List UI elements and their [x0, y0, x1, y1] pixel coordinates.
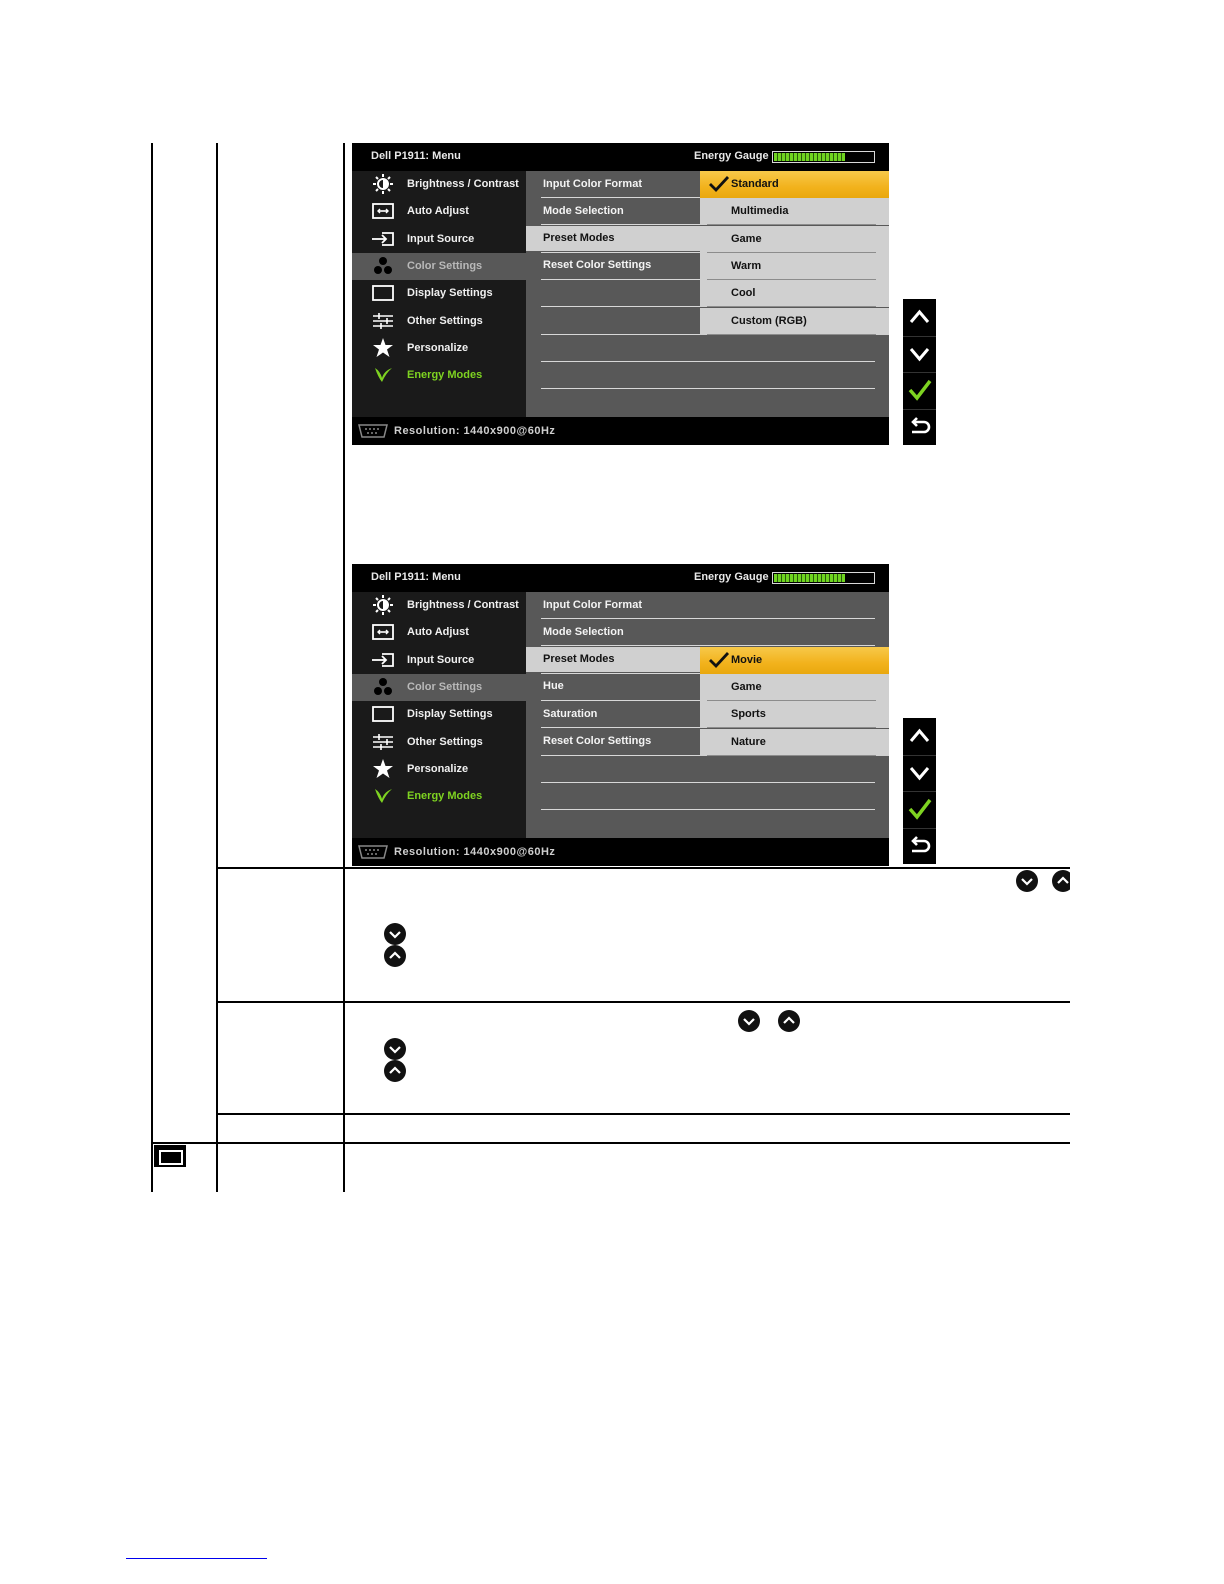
menu-item-label: Energy Modes: [407, 790, 483, 803]
submenu-item-hue[interactable]: [526, 674, 700, 699]
menu-item-label: Color Settings: [407, 259, 483, 272]
menu-item-other-settings[interactable]: [352, 308, 526, 335]
option-standard[interactable]: [700, 171, 889, 198]
submenu-divider: [541, 388, 875, 389]
auto-adjust-icon: [370, 622, 396, 642]
menu-item-label: Personalize: [407, 762, 469, 775]
display-settings-row-icon: [154, 1145, 186, 1167]
option-multimedia[interactable]: [700, 198, 889, 225]
display-settings-icon: [370, 283, 396, 303]
option-game[interactable]: [700, 226, 889, 253]
menu-item-label: Brightness / Contrast: [407, 178, 519, 190]
menu-item-energy-modes[interactable]: [352, 783, 526, 810]
submenu-divider: [541, 673, 700, 674]
button-separator: [903, 336, 936, 337]
submenu-item-mode-selection[interactable]: [526, 620, 700, 645]
submenu-divider: [541, 809, 875, 810]
submenu-item-preset-modes[interactable]: [526, 226, 700, 251]
osd-menu-preset-modes-standard: [352, 143, 889, 445]
resolution-text: Resolution: 1440x900@60Hz: [394, 425, 556, 437]
option-label: Cool: [731, 287, 756, 300]
menu-item-label: Other Settings: [407, 314, 483, 327]
menu-item-label: Color Settings: [407, 680, 483, 693]
submenu-divider: [541, 755, 700, 756]
submenu-divider: [541, 334, 700, 335]
submenu-divider: [541, 618, 875, 619]
option-divider: [707, 334, 876, 335]
submenu-item-label: Hue: [543, 680, 564, 693]
option-label: Custom (RGB): [731, 314, 807, 327]
up-icon[interactable]: [903, 718, 936, 754]
menu-item-label: Personalize: [407, 341, 469, 354]
osd-submenu: [526, 592, 889, 838]
down-icon[interactable]: [903, 755, 936, 791]
menu-item-label: Auto Adjust: [407, 205, 469, 218]
menu-item-label: Display Settings: [407, 287, 493, 300]
back-icon[interactable]: [903, 409, 936, 445]
submenu-item-label: Preset Modes: [543, 653, 615, 666]
brightness-icon: [370, 595, 396, 615]
submenu-divider: [541, 727, 700, 728]
submenu-item-saturation[interactable]: [526, 702, 700, 727]
osd-menu-preset-modes-movie: [352, 564, 889, 866]
up-round-icon: [778, 1010, 800, 1032]
menu-item-label: Other Settings: [407, 735, 483, 748]
button-separator: [903, 372, 936, 373]
page-right-margin: [1070, 860, 1100, 900]
submenu-item-label: Reset Color Settings: [543, 259, 652, 272]
submenu-item-label: Saturation: [543, 707, 598, 720]
menu-item-color-settings[interactable]: [352, 674, 526, 701]
menu-item-brightness-contrast[interactable]: [352, 171, 526, 198]
submenu-divider: [541, 224, 700, 225]
auto-adjust-icon: [370, 201, 396, 221]
checkmark-icon: [708, 651, 730, 669]
osd-status-bar: [352, 417, 889, 445]
osd-status-bar: [352, 838, 889, 866]
menu-item-label: Display Settings: [407, 708, 493, 721]
other-settings-icon: [370, 311, 396, 331]
up-icon[interactable]: [903, 299, 936, 335]
star-icon: [370, 338, 396, 358]
checkmark-icon: [708, 175, 730, 193]
color-settings-icon: [370, 256, 396, 276]
energy-gauge-fill: [774, 153, 845, 161]
option-label: Nature: [731, 735, 766, 748]
option-label: Game: [731, 232, 762, 245]
check-icon[interactable]: [903, 791, 936, 827]
resolution-text: Resolution: 1440x900@60Hz: [394, 846, 556, 858]
submenu-item-mode-selection[interactable]: [526, 199, 700, 224]
menu-item-display-settings[interactable]: [352, 701, 526, 728]
submenu-item-label: Input Color Format: [543, 598, 642, 611]
osd-title: Dell P1911: Menu: [371, 571, 461, 583]
footer-link-underline[interactable]: [126, 1558, 267, 1559]
button-separator: [903, 409, 936, 410]
menu-item-personalize[interactable]: [352, 335, 526, 362]
submenu-item-label: Preset Modes: [543, 232, 615, 245]
osd-title-bar: [352, 143, 889, 171]
menu-item-personalize[interactable]: [352, 756, 526, 783]
option-custom-rgb[interactable]: [700, 308, 889, 335]
osd-main-menu: [352, 171, 526, 417]
menu-item-brightness-contrast[interactable]: [352, 592, 526, 619]
submenu-divider: [541, 361, 875, 362]
submenu-divider: [541, 197, 700, 198]
option-label: Standard: [731, 178, 779, 190]
button-separator: [903, 791, 936, 792]
osd-main-menu: [352, 592, 526, 838]
leaf-icon: [370, 786, 396, 806]
table-row-divider: [216, 1001, 1070, 1003]
submenu-item-reset-color-settings[interactable]: [526, 253, 700, 278]
back-icon[interactable]: [903, 828, 936, 864]
display-settings-icon: [370, 704, 396, 724]
table-row-divider: [151, 1142, 1070, 1144]
table-row-divider: [216, 1113, 1070, 1115]
down-round-icon: [384, 1038, 406, 1060]
energy-gauge-label: Energy Gauge: [694, 150, 769, 162]
input-source-icon: [370, 229, 396, 249]
menu-item-input-source[interactable]: [352, 647, 526, 674]
submenu-item-reset-color-settings[interactable]: [526, 729, 700, 754]
check-icon[interactable]: [903, 372, 936, 408]
up-round-icon: [384, 1060, 406, 1082]
menu-item-auto-adjust[interactable]: [352, 198, 526, 225]
option-label: Movie: [731, 653, 763, 666]
energy-gauge: [772, 572, 875, 584]
submenu-item-input-color-format[interactable]: [526, 593, 700, 618]
option-nature[interactable]: [700, 729, 889, 756]
menu-item-auto-adjust[interactable]: [352, 619, 526, 646]
up-round-icon: [384, 945, 406, 967]
menu-item-color-settings[interactable]: [352, 253, 526, 280]
option-label: Multimedia: [731, 205, 789, 218]
menu-item-label: Input Source: [407, 232, 475, 245]
table-border-left: [151, 143, 153, 1192]
energy-gauge: [772, 151, 875, 163]
button-separator: [903, 828, 936, 829]
option-cool[interactable]: [700, 280, 889, 307]
option-movie[interactable]: [700, 647, 889, 674]
osd-title: Dell P1911: Menu: [371, 150, 461, 162]
table-row-divider: [216, 867, 1070, 869]
table-col-divider-2: [343, 143, 345, 1192]
brightness-icon: [370, 174, 396, 194]
submenu-divider: [541, 252, 700, 253]
menu-item-label: Input Source: [407, 653, 475, 666]
option-label: Warm: [731, 259, 762, 272]
submenu-item-input-color-format[interactable]: [526, 172, 700, 197]
monitor-button-panel: [903, 299, 936, 445]
option-sports[interactable]: [700, 701, 889, 728]
submenu-divider: [541, 306, 700, 307]
option-divider: [707, 755, 876, 756]
down-round-icon: [384, 923, 406, 945]
submenu-item-label: Mode Selection: [543, 204, 624, 217]
vga-connector-icon: [357, 845, 389, 859]
option-label: Sports: [731, 708, 766, 721]
submenu-divider: [541, 279, 700, 280]
osd-submenu: [526, 171, 889, 417]
menu-item-other-settings[interactable]: [352, 729, 526, 756]
submenu-divider: [541, 782, 875, 783]
submenu-item-label: Input Color Format: [543, 177, 642, 190]
other-settings-icon: [370, 732, 396, 752]
color-settings-icon: [370, 677, 396, 697]
menu-item-display-settings[interactable]: [352, 280, 526, 307]
energy-gauge-fill: [774, 574, 845, 582]
vga-connector-icon: [357, 424, 389, 438]
down-round-icon: [1016, 870, 1038, 892]
down-icon[interactable]: [903, 336, 936, 372]
monitor-button-panel: [903, 718, 936, 864]
table-col-divider-1: [216, 143, 218, 1192]
menu-item-label: Energy Modes: [407, 369, 483, 382]
submenu-item-label: Mode Selection: [543, 625, 624, 638]
option-warm[interactable]: [700, 253, 889, 280]
menu-item-label: Brightness / Contrast: [407, 599, 519, 611]
menu-item-input-source[interactable]: [352, 226, 526, 253]
osd-title-bar: [352, 564, 889, 592]
option-game[interactable]: [700, 674, 889, 701]
energy-gauge-label: Energy Gauge: [694, 571, 769, 583]
submenu-item-preset-modes[interactable]: [526, 647, 700, 672]
down-round-icon: [738, 1010, 760, 1032]
input-source-icon: [370, 650, 396, 670]
submenu-item-label: Reset Color Settings: [543, 735, 652, 747]
button-separator: [903, 755, 936, 756]
menu-item-energy-modes[interactable]: [352, 362, 526, 389]
leaf-icon: [370, 365, 396, 385]
star-icon: [370, 759, 396, 779]
option-label: Game: [731, 680, 762, 693]
menu-item-label: Auto Adjust: [407, 626, 469, 639]
submenu-divider: [541, 700, 700, 701]
